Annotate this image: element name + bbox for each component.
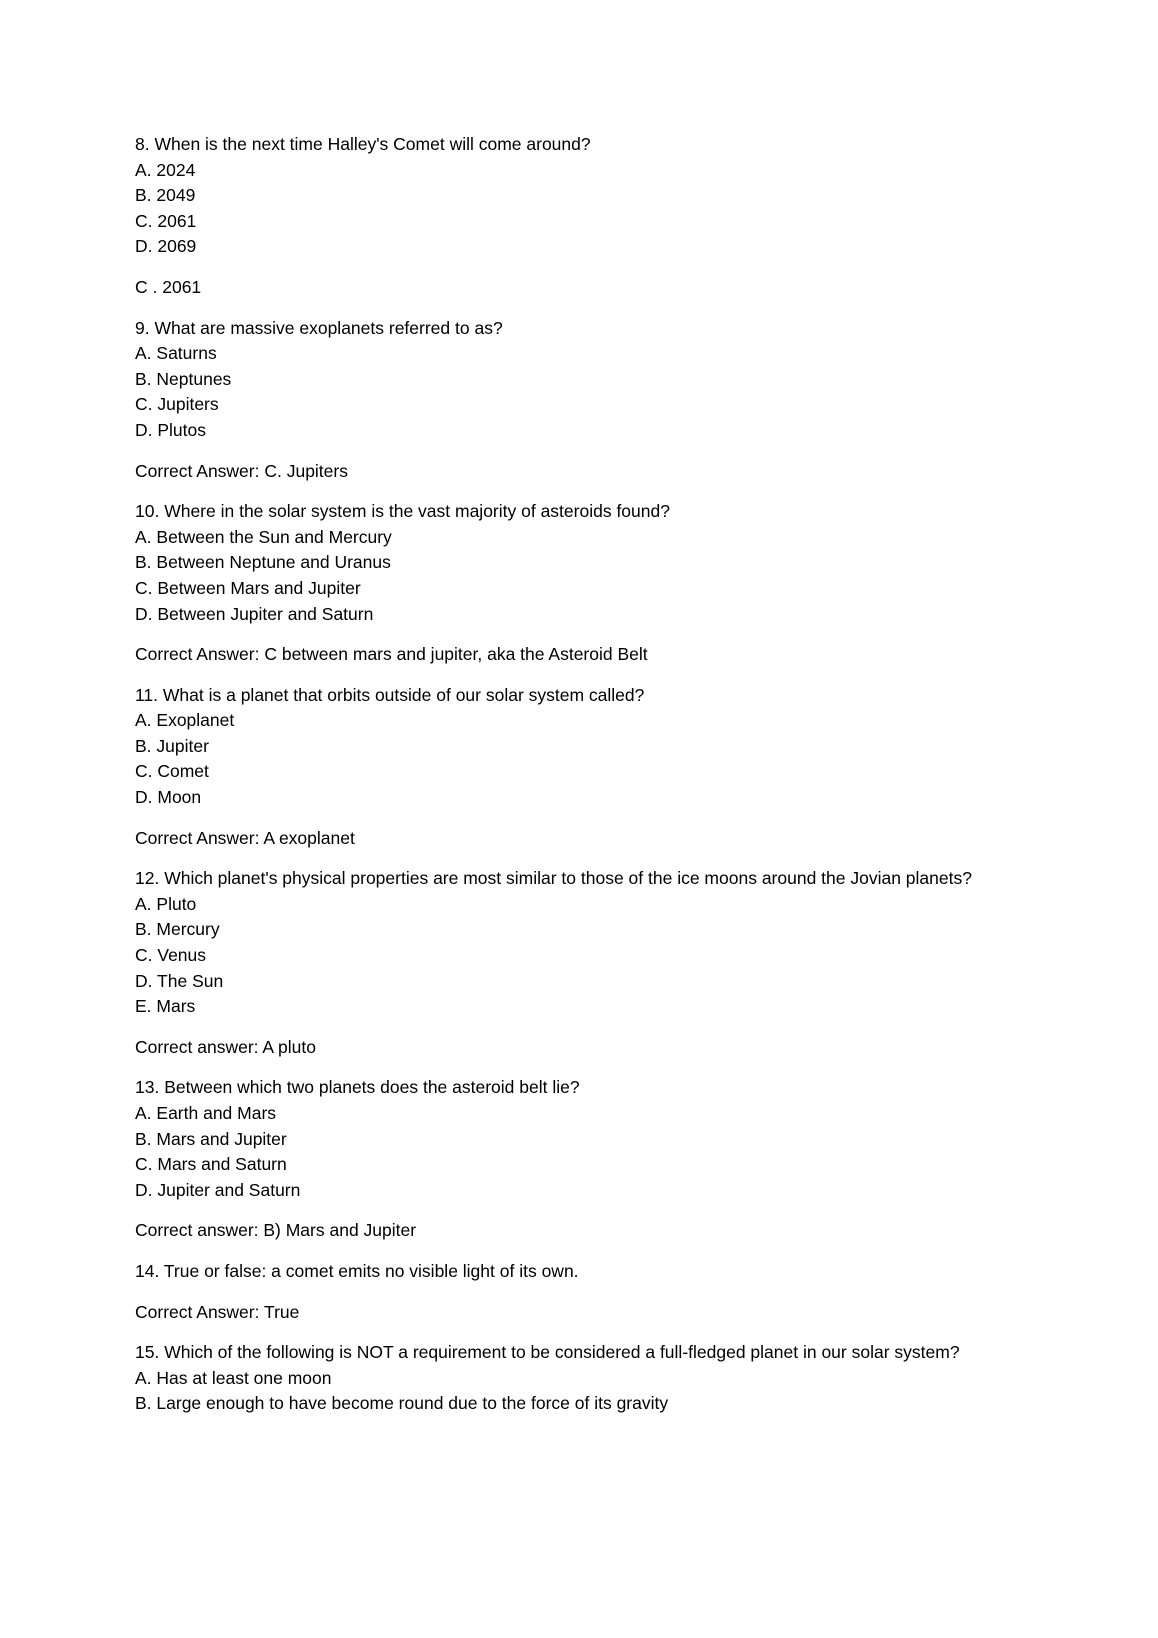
answer-block (135, 1218, 1048, 1244)
option-line: D. Jupiter and Saturn (135, 1179, 301, 1200)
option-line: B. Mercury (135, 919, 220, 940)
quiz-content (135, 132, 1048, 1432)
question-block (135, 1340, 1048, 1417)
option-line: D. 2069 (135, 236, 197, 257)
option-line: A. Saturns (135, 343, 217, 364)
question-text: 14. True or false: a comet emits no visible light of its own. (135, 1260, 579, 1281)
answer-text: Correct Answer: True (135, 1301, 300, 1322)
option-line: C. 2061 (135, 210, 197, 231)
answer-text: Correct Answer: C. Jupiters (135, 460, 348, 481)
option-line: A. Pluto (135, 893, 197, 914)
answer-text: Correct answer: A pluto (135, 1036, 316, 1057)
answer-text: C . 2061 (135, 276, 202, 297)
question-text: 8. When is the next time Halley's Comet will come around? (135, 134, 591, 154)
option-line: D. Between Jupiter and Saturn (135, 603, 374, 624)
question-block (135, 132, 1048, 260)
answer-block (135, 1035, 1048, 1061)
option-line: A. Between the Sun and Mercury (135, 526, 392, 547)
answer-block (135, 826, 1048, 852)
question-text: 9. What are massive exoplanets referred to as? (135, 317, 503, 338)
question-text: 15. Which of the following is NOT a requirement to be considered a full-fledged planet in our solar system? (135, 1342, 960, 1363)
option-line: B. 2049 (135, 185, 196, 206)
question-block (135, 499, 1048, 627)
option-line: B. Jupiter (135, 735, 209, 756)
option-line: D. Plutos (135, 419, 206, 440)
option-line: A. 2024 (135, 159, 196, 180)
question-text: 13. Between which two planets does the asteroid belt lie? (135, 1077, 580, 1098)
question-text: 11. What is a planet that orbits outside of our solar system called? (135, 684, 645, 705)
question-block (135, 683, 1048, 811)
option-line: E. Mars (135, 996, 196, 1017)
answer-text: Correct Answer: A exoplanet (135, 827, 355, 848)
answer-text: Correct Answer: C between mars and jupiter, aka the Asteroid Belt (135, 644, 648, 665)
option-line: D. Moon (135, 787, 202, 808)
option-line: C. Jupiters (135, 394, 219, 415)
option-line: B. Between Neptune and Uranus (135, 552, 391, 573)
option-line: A. Exoplanet (135, 710, 235, 731)
option-line: C. Venus (135, 945, 207, 966)
question-block (135, 1259, 1048, 1285)
question-block (135, 1075, 1048, 1203)
answer-block (135, 1300, 1048, 1326)
option-line: B. Mars and Jupiter (135, 1128, 287, 1149)
option-line: C. Between Mars and Jupiter (135, 577, 361, 598)
option-line: C. Mars and Saturn (135, 1154, 287, 1175)
answer-block (135, 275, 1048, 301)
question-text: 12. Which planet's physical properties are most similar to those of the ice moons around the Jovian planets? (135, 868, 972, 889)
question-text: 10. Where in the solar system is the vast majority of asteroids found? (135, 501, 670, 522)
option-line: B. Neptunes (135, 368, 232, 389)
option-line: B. Large enough to have become round due to the force of its gravity (135, 1393, 669, 1414)
question-block (135, 316, 1048, 444)
question-block (135, 866, 1048, 1020)
option-line: D. The Sun (135, 970, 224, 991)
option-line: A. Earth and Mars (135, 1103, 277, 1123)
option-line: A. Has at least one moon (135, 1367, 332, 1388)
answer-text: Correct answer: B) Mars and Jupiter (135, 1220, 417, 1241)
answer-block (135, 459, 1048, 485)
option-line: C. Comet (135, 761, 209, 782)
answer-block (135, 642, 1048, 668)
